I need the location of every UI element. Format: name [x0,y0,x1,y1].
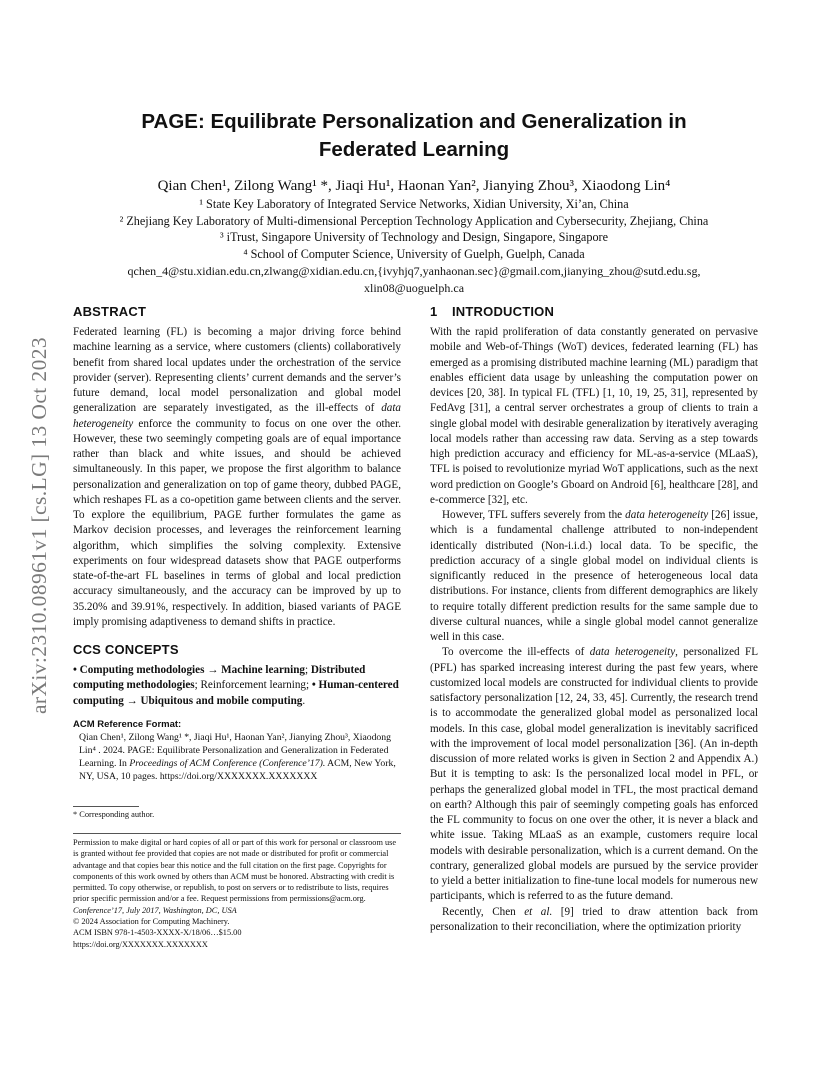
ccs-sep-1: ; [304,664,311,676]
intro-paragraph-3 [430,645,758,904]
left-column [73,304,401,784]
permission-text: Permission to make digital or hard copies of all or part of this work for personal or classroom use is granted without fee provided that copies are not made or distributed for profit or commercial advantage and that copies bear this notice and the full citation on the first page. Copyrights for components of this work owned by others than ACM must be honored. Abstracting with credit is permitted. To copy otherwise, or republish, to post on servers or to redistribute to lists, requires prior specific permission and/or a fee. Request permissions from permissions@acm.org. [73,838,397,904]
introduction-heading [430,304,758,320]
abstract-text [73,325,401,630]
author-list: Qian Chen¹, Zilong Wang¹ *, Jiaqi Hu¹, Haonan Yan², Jianying Zhou³, Xiaodong Lin⁴ [157,178,671,194]
doi-line: https://doi.org/XXXXXXX.XXXXXXX [73,939,208,949]
p3-part-2: , personalized FL (PFL) has sparked increasing interest during the past few years, where customized local models are constructed for individual clients to provide satisfactory personalization [12, 24, 33, 45]. Currently, the research trend is to accommodate the generalized global model as personalized local models. In this case, global model generalization is inevitably sacrificed with the improvement of local model personalization [36]. (An in-depth discussion of more related works is given in Section 2 and Appendix A.) But it is tempting to ask: Is the personalized local model in PFL, or perhaps the generalized global model in TFL, the most practical demand on earth? Although this pair of seemingly competing goals has enforced the FL community to focus on one over the other, it is never a black and white issue. Taking MLaaS as an example, customers require local models with desirable personalization, which is a current demand. On the contrary, generalized global models are pursued by the service provider to yield a better initialization to fine-tune local models for numerous new participants, which is referred to as the future demand. [430,646,759,903]
acm-ref-venue: Proceedings of ACM Conference (Conference’17). [129,758,326,770]
p2-emphasis: data heterogeneity [625,509,709,521]
arxiv-side-stamp [20,290,60,760]
acm-reference-heading: ACM Reference Format: [73,718,182,730]
ccs-sep-3: . [302,694,306,707]
permission-block [73,837,401,950]
abstract-text-part-2: enforce the community to focus on one over the other. However, these two seemingly competing goals are of equal importance rather than black and white issues, and should be achieved simultaneously. In this paper, we propose the first algorithm to balance personalization and generalization on top of game theory, dubbed PAGE, which reshapes FL as a co-opetition game between clients and the server. To explore the equilibrium, PAGE further formulates the game as Markov decision processes, and leverages the reinforcement learning algorithm, which simplifies the solving complexity. Extensive experiments on four widespread datasets show that PAGE outperforms state-of-the-art FL baselines in terms of global and local prediction accuracy simultaneously, and the accuracy can be improved by up to 35.20% and 39.91%, respectively. In addition, biased variants of PAGE imply promising adaptiveness to demand shifts in practice. [73,417,401,628]
intro-paragraph-2 [430,508,758,645]
corresponding-author-note: * Corresponding author. [73,810,155,819]
conference-name: Conference’17, July 2017, Washington, DC, USA [73,905,237,915]
p3-emphasis: data heterogeneity [589,646,676,659]
title-line-1: PAGE: Equilibrate Personalization and Generalization in [141,110,687,133]
author-emails [40,263,788,296]
abstract-emphasis: data heterogeneity [73,402,401,430]
acm-reference-text [73,731,401,784]
ccs-concept-1: • Computing methodologies → Machine learning [73,664,305,676]
p3-part-1: To overcome the ill-effects of [442,646,590,659]
right-column [430,304,758,935]
isbn-line: ACM ISBN 978-1-4503-XXXX-X/18/06…$15.00 [73,928,242,938]
ccs-concepts [73,663,401,709]
ccs-sep-2: ; Reinforcement learning; [194,679,312,692]
p4-part-2: [9] tried to draw attention back from personalization to their reconciliation, where the optimization priority [430,905,758,933]
permission-rule [73,833,401,834]
p4-part-1: Recently, Chen [442,905,525,918]
ccs-heading: CCS CONCEPTS [73,642,179,657]
acm-ref-part-2: ACM, New York, NY, USA, 10 pages. https://doi.org/XXXXXXX.XXXXXXX [79,758,396,783]
intro-paragraph-4 [430,905,758,936]
section-title: INTRODUCTION [452,304,555,319]
footnote-rule [73,806,139,807]
title-line-2: Federated Learning [318,138,510,161]
abstract-heading: ABSTRACT [73,304,147,319]
arxiv-identifier: arXiv:2310.08961v1 [cs.LG] 13 Oct 2023 [27,336,52,714]
section-number: 1 [430,304,438,319]
emails-line-2: xlin08@uoguelph.ca [363,280,465,295]
ccs-concept-2: Distributed computing methodologies [73,664,366,692]
affiliation-4: ⁴ School of Computer Science, University of Guelph, Guelph, Canada [243,246,585,261]
p2-part-2: [26] issue, which is a fundamental challenge attributed to non-independent identically distributed (Non-i.i.d.) local data. To be specific, the prediction accuracy of a single global model on individual clients is significantly reduced in the presence of heterogeneous local data distributions. For instance, clients from different demographics are likely to require totally different prediction results for the same sample due to diverse cultural nuances, while a single global model cannot generalize well in this case. [430,509,758,643]
acm-ref-part-1: Qian Chen¹, Zilong Wang¹ *, Jiaqi Hu¹, Haonan Yan², Jianying Zhou³, Xiaodong Lin⁴ . 2024. PAGE: Equilibrate Personalization and Generalization in Federated Learning. In [79,731,391,770]
paper-title [74,108,754,164]
copyright-line: © 2024 Association for Computing Machinery. [73,917,230,927]
affiliation-1: ¹ State Key Laboratory of Integrated Service Networks, Xidian University, Xi’an, China [199,197,629,211]
ccs-concept-3: • Human-centered computing → Ubiquitous and mobile computing [73,679,399,707]
intro-paragraph-1: With the rapid proliferation of data constantly generated on pervasive mobile and Web-of-Things (WoT) devices, federated learning (FL) has emerged as a promising distributed machine learning (ML) paradigm that enables efficient data usage by unleashing the computation power on devices [20, 38]. In typical FL (TFL) [1, 10, 19, 25, 31], represented by FedAvg [31], a central server orchestrates a group of clients to train a single global model with desirable generalization by iteratively averaging local models rather than accessing raw data. Serving as a step towards high prediction accuracy and efficiency for ML-as-a-service (MLaaS), TFL is poised to revolutionize myriad WoT applications, such as the next word prediction on Google’s Gboard on Android [6], healthcare [28], and e-commerce [32], etc. [430,326,758,506]
conference-line [73,905,401,916]
emails-line-1: qchen_4@stu.xidian.edu.cn,zlwang@xidian.edu.cn,{ivyhjq7,yanhaonan.sec}@gmail.com,jianying_zhou@sutd.edu.sg, [127,264,701,278]
p4-emphasis: et al. [524,905,553,918]
affiliation-3: ³ iTrust, Singapore University of Technology and Design, Singapore, Singapore [219,230,609,244]
affiliation-2: ² Zhejiang Key Laboratory of Multi-dimensional Perception Technology Application and Cybersecurity, Zhejiang, China [119,213,709,228]
affiliations [40,196,788,262]
p2-part-1: However, TFL suffers severely from the [442,509,626,521]
abstract-text-part-1: Federated learning (FL) is becoming a major driving force behind machine learning as a service, where customers (clients) collaboratively benefit from shared local updates under the orchestration of the service provider (server). Representing clients’ current demands and the server’s future demand, local model personalization and global model generalization are separately investigated, as the ill-effects of [73,326,401,415]
